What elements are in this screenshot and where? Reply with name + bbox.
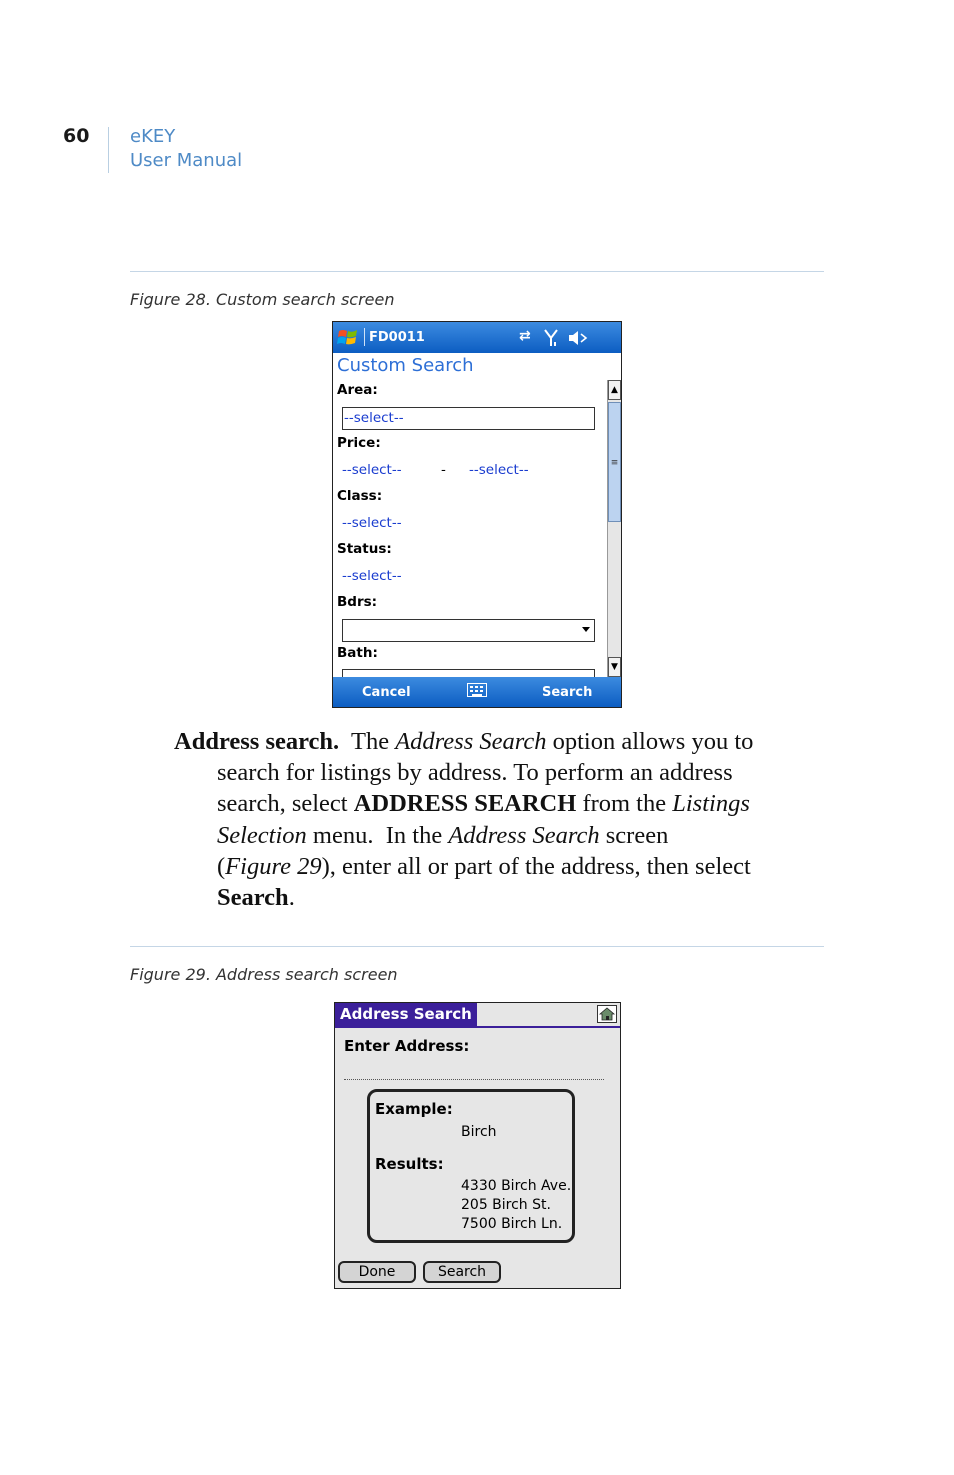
result-item: 205 Birch St. [461, 1197, 551, 1213]
custom-search-screen [332, 321, 622, 708]
para-line-2: search for listings by address. To perform an address [217, 759, 733, 787]
result-item: 7500 Birch Ln. [461, 1216, 563, 1232]
bdrs-label: Bdrs: [337, 594, 378, 610]
para-line-5: (Figure 29), enter all or part of the address, then select [217, 852, 751, 880]
results-label: Results: [375, 1155, 444, 1173]
para-line-4: Selection menu. In the Address Search screen [217, 821, 669, 849]
example-box [367, 1089, 575, 1243]
price-min-select[interactable]: --select-- [342, 462, 402, 478]
paragraph-lead: Address search. [174, 728, 340, 755]
scroll-down-icon[interactable]: ▼ [608, 657, 621, 677]
search-softkey[interactable]: Search [542, 685, 593, 700]
keyboard-icon[interactable] [467, 683, 487, 697]
result-item: 4330 Birch Ave. [461, 1178, 572, 1194]
price-range-separator: - [441, 462, 446, 478]
chevron-down-icon [582, 627, 590, 632]
figure-29-caption: Figure 29. Address search screen [130, 965, 398, 984]
title-bar [335, 1003, 620, 1028]
doc-title: eKEY [130, 126, 176, 147]
header-divider [108, 127, 109, 173]
figure-28-rule [130, 271, 824, 272]
bath-label: Bath: [337, 645, 378, 661]
price-label: Price: [337, 435, 381, 451]
doc-subtitle: User Manual [130, 150, 243, 171]
search-button[interactable]: Search [423, 1261, 501, 1283]
enter-address-label: Enter Address: [344, 1037, 470, 1055]
figure-29-rule [130, 946, 824, 947]
figure-28-caption: Figure 28. Custom search screen [130, 290, 395, 309]
cancel-softkey[interactable]: Cancel [362, 685, 411, 700]
scrollbar[interactable] [607, 380, 621, 677]
title-bar [333, 322, 621, 353]
para-line-6: Search. [217, 884, 295, 912]
para-line-3: search, select ADDRESS SEARCH from the Listings [217, 790, 750, 818]
area-value: --select-- [344, 410, 404, 426]
title-separator [364, 328, 365, 346]
address-search-paragraph [174, 726, 824, 913]
page-number: 60 [63, 125, 90, 147]
scroll-thumb[interactable]: ≡ [608, 402, 621, 522]
screen-title-tab[interactable]: Address Search [335, 1003, 477, 1026]
sync-icon[interactable]: ⇄ [519, 328, 531, 344]
class-label: Class: [337, 488, 383, 504]
example-label: Example: [375, 1100, 453, 1118]
address-search-screen [334, 1002, 621, 1289]
bdrs-dropdown[interactable] [342, 619, 595, 642]
screen-heading: Custom Search [337, 355, 474, 376]
para-line-1: Address search. The Address Search option allows you to [174, 728, 754, 755]
scroll-up-icon[interactable]: ▲ [608, 380, 621, 400]
example-value: Birch [461, 1124, 497, 1140]
price-max-select[interactable]: --select-- [469, 462, 529, 478]
softkey-bar [333, 677, 621, 707]
speaker-muted-icon[interactable] [568, 330, 588, 346]
windows-start-icon[interactable] [337, 327, 359, 347]
status-select[interactable]: --select-- [342, 568, 402, 584]
signal-icon[interactable] [544, 329, 558, 347]
home-icon[interactable] [597, 1005, 617, 1023]
device-title: FD0011 [369, 330, 425, 345]
status-label: Status: [337, 541, 392, 557]
area-field[interactable] [342, 407, 595, 430]
class-select[interactable]: --select-- [342, 515, 402, 531]
area-label: Area: [337, 382, 378, 398]
address-input[interactable] [344, 1079, 604, 1080]
done-button[interactable]: Done [338, 1261, 416, 1283]
running-header [130, 125, 242, 173]
